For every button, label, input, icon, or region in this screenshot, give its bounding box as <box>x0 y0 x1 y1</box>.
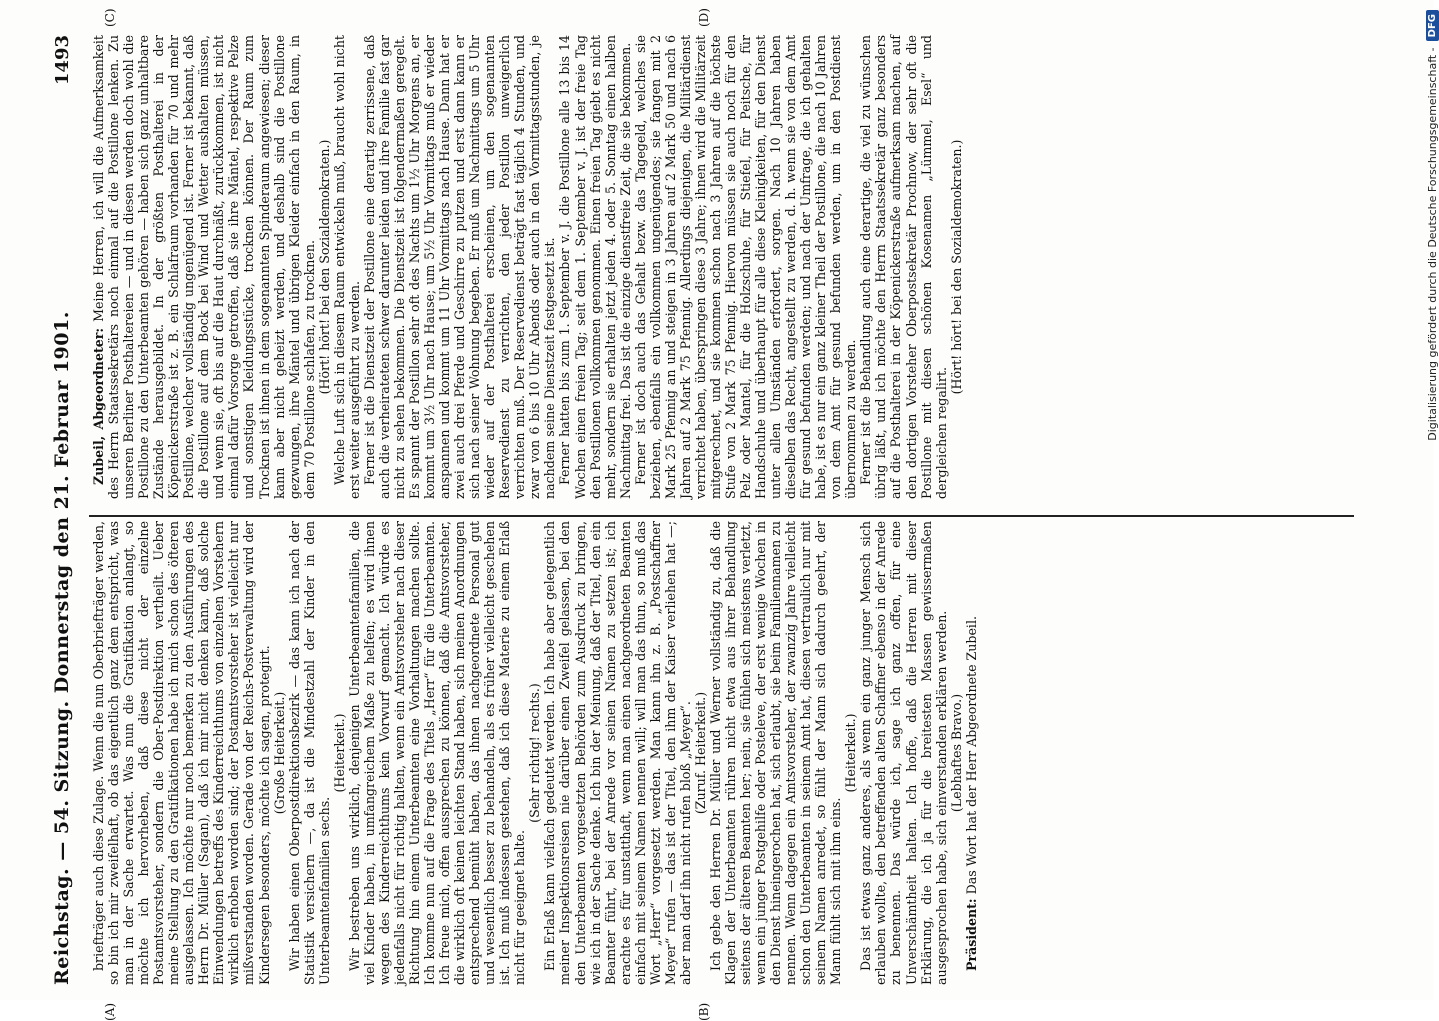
credit-text: Digitalisierung gefördert durch die Deutsche Forschungsgemeinschaft - <box>1426 47 1439 441</box>
dfg-logo: DFG <box>1426 10 1439 41</box>
paragraph: briefträger auch diese Zulage. Wenn die nun Oberbriefträger werden, so bin ich mir zweifelhaft, ob das eigentlich ganz dem entspricht, was man in der Sache erwartet. Was nun die Gratifikation anlangt, so möchte ich hervorheben, daß diese nicht der einzelne Postamtsvorsteher, sondern die Ober-Postdirektion vertheilt. Ueber meine Stellung zu den Gratifikationen habe ich mich schon des öfteren ausgelassen. Ich möchte nur noch bemerken zu den Ausführungen des Herrn Dr. Müller (Sagan), daß ich mir nicht denken kann, daß solche Einwendungen betreffs des Kinderreichthums von einzelnen Vorstehern wirklich erhoben worden sind; der Postamtsvorsteher ist vielleicht nur mißverstanden worden. Gerade von der Reichs-Postverwaltung wird der Kindersegen besonders, möchte ich sagen, protegirt. <box>91 521 272 985</box>
speaker-name: Zubeil, Abgeordneter: <box>91 327 106 485</box>
interjection: (Zuruf. Heiterkeit.) <box>692 691 708 815</box>
margin-marker-c: (C) <box>103 8 117 27</box>
column-divider <box>89 515 1354 517</box>
interjection: (Heiterkeit.) <box>331 713 347 793</box>
interjection: (Lebhaftes Bravo.) <box>948 693 964 813</box>
interjection: (Hört! hört! bei den Sozialdemokraten.) <box>948 139 964 395</box>
paragraph: Ein Erlaß kann vielfach gedeutet werden. Ich habe aber gelegentlich meiner Inspektionsreisen nie darüber einen Zweifel gelassen, bei den den Unterbeamten vorgesetzten Behörden zum Ausdruck zu bringen, wie ich in der Sache denke. Ich bin der Meinung, daß der Titel, den ein Beamter führt, bei der Anrede vor seinen Namen zu setzen ist; ich erachte es für unstatthaft, wenn man einen nachgeordneten Beamten einfach mit seinem Namen nennen will; will man das thun, so muß das Wort „Herr“ vorgesetzt werden. Man kann ihn z. B. „Postschaffner Meyer“ rufen — das ist der Titel, den ihm der Kaiser verliehen hat —; aber man darf ihn nicht rufen bloß „Meyer“. <box>542 521 693 985</box>
page-header <box>45 35 79 985</box>
paragraph: Ferner hatten bis zum 1. September v. J. die Postillone alle 13 bis 14 Wochen einen freien Tag; seit dem 1. September v. J. ist der freie Tag den Postillonen vollkommen genommen. Einen freien Tag giebt es nicht mehr, sondern sie erhalten jetzt jeden 4. oder 5. Sonntag einen halben Nachmittag frei. Das ist die einzige dienstfreie Zeit, die sie bekommen. <box>557 35 633 499</box>
speaker-name: Präsident: <box>963 898 979 971</box>
paragraph: Welche Luft sich in diesem Raum entwickeln muß, braucht wohl nicht erst weiter ausgeführt zu werden. <box>331 35 362 499</box>
interjection: (Sehr richtig! rechts.) <box>527 683 543 823</box>
paragraph: Ferner ist die Behandlung auch eine derartige, die viel zu wünschen übrig läßt, und ich möchte den Herrn Staatssekretär ganz besonders auf die Posthalterei in der Köpenickerstraße aufmerksam machen, auf den dortigen Vorsteher Oberpostsekretär Prochnow, der sehr oft die Postillone mit diesen schönen Kosenamen „Lümmel, Esel“ und dergleichen regalirt. <box>858 35 949 499</box>
interjection: (Große Heiterkeit.) <box>271 691 287 815</box>
paragraph: Wir bestreben uns wirklich, denjenigen Unterbeamtenfamilien, die viel Kinder haben, in umfangreichem Maße zu helfen; es wird ihnen wegen des Kinderreichthums kein Vorwurf gemacht. Ich würde es jedenfalls nicht für richtig halten, wenn ein Amtsvorsteher nach dieser Richtung hin einem Unterbeamten eine Vorhaltungen machen sollte. Ich komme nun auf die Frage des Titels „Herr“ für die Unterbeamten. Ich freue mich, offen aussprechen zu können, daß die Amtsvorsteher, die wirklich oft keinen leichten Stand haben, sich meinen Anordnungen entsprechend bemüht haben, das ihnen nachgeordnete Personal gut und wesentlich besser zu behandeln, als es früher vielleicht geschehen ist. Ich muß indessen gestehen, daß ich diese Materie zu einem Erlaß nicht für geeignet halte. <box>346 521 528 985</box>
paragraph: Ferner ist doch auch das Gehalt bezw. das Tagegeld, welches sie beziehen, ebenfalls ein vollkommen ungenügendes; sie fangen mit 2 Mark 25 Pfennig an und steigen in 3 Jahren auf 2 Mark 50 und nach 6 Jahren auf 2 Mark 75 Pfennig. Allerdings diejenigen, die Militärdienst verrichtet haben, überspringen diese 3 Jahre; ihnen wird die Militärzeit mitgerechnet, und sie kommen schon nach 3 Jahren auf die höchste Stufe von 2 Mark 75 Pfennig. Hiervon müssen sie auch noch für den Pelz oder Mantel, für die Holzschuhe, für Stiefel, für Peitsche, für Handschuhe und überhaupt für alle diese Kleinigkeiten, für den Dienst unter allen Umständen erfordert, sorgen. Nach 10 Jahren haben dieselben das Recht, angestellt zu werden, d. h. wenn sie von dem Amt für gesund befunden werden; und nach der Umfrage, die ich gehalten habe, ist es nur ein ganz kleiner Theil der Postillone, die nach 10 Jahren von dem Amt für gesund befunden werden, um in den Postdienst übernommen zu werden. <box>632 35 859 499</box>
paragraph: Wir haben einen Oberpostdirektionsbezirk — das kann ich nach der Statistik versichern —, da ist die Mindestzahl der Kinder in den Unterbeamtenfamilien sechs. <box>286 521 332 985</box>
interjection: (Hört! hört! bei den Sozialdemokraten.) <box>316 139 332 395</box>
paragraph: Ferner ist die Dienstzeit der Postillone eine derartig zerrissene, daß auch die verheirateten schwer darunter leiden und ihre Familie fast gar nicht zu sehen bekommen. Die Dienstzeit ist folgendermaßen geregelt. Es spannt der Postillon sehr oft des Nachts um 1½ Uhr Morgens an, er kommt um 3½ Uhr nach Hause; um 5½ Uhr Vormittags muß er wieder anspannen und kommt um 11 Uhr Vormittags nach Hause. Dann hat er zwei auch drei Pferde und Geschirre zu putzen und erst dann kann er sich nach seiner Wohnung begeben. Er muß um Nachmittags um 5 Uhr wieder auf der Posthalterei erscheinen, um den sogenannten Reservedienst zu verrichten, den jeder Postillon unweigerlich verrichten muß. Der Reservedienst beträgt fast täglich 4 Stunden, und zwar von 6 bis 10 Uhr Abends oder auch in den Vormittagsstunden, je nachdem seine Dienstzeit festgesetzt ist. <box>361 35 558 499</box>
interjection: (Heiterkeit.) <box>843 713 859 793</box>
right-column <box>91 35 1356 499</box>
header-title: Reichstag. — 54. Sitzung. Donnerstag den 21. Februar 1901. <box>51 311 73 985</box>
speaker-paragraph: Präsident: Das Wort hat der Herr Abgeordnete Zubeil. <box>963 616 979 971</box>
left-column <box>91 521 1356 985</box>
page-number: 1493 <box>51 35 73 86</box>
margin-marker-a: (A) <box>103 1002 117 1021</box>
margin-marker-b: (B) <box>697 1002 711 1021</box>
paragraph: Ich gebe den Herren Dr. Müller und Werner vollständig zu, daß die Klagen der Unterbeamten rühren nicht etwa aus ihrer Behandlung seitens der älteren Beamten her; nein, sie fühlen sich meistens verletzt, wenn ein junger Postgehilfe oder Posteleve, der erst wenige Wochen in den Dienst hineingerochen hat, sich erlaubt, sie beim Familiennamen zu nennen. Wenn dagegen ein Amtsvorsteher, der zwanzig Jahre vielleicht schon den Unterbeamten in seinem Amt hat, diesen vertraulich nur mit seinem Namen anredet, so fühlt der Mann sich dadurch geehrt, der Mann fühlt sich mit ihm eins. <box>707 521 844 985</box>
text-columns <box>91 35 1356 985</box>
speaker-paragraph: Zubeil, Abgeordneter: Meine Herren, ich will die Aufmerksamkeit des Herrn Staatssekretärs noch einmal auf die Postillone lenken. Zu unseren Berliner Posthaltereien — und in diesen werden doch wohl die Postillone zu den Unterbeamten gehören — haben sich ganz unhaltbare Zustände herausgebildet. In der größten Posthalterei in der Köpenickerstraße ist z. B. ein Schlafraum vorhanden für 70 und mehr Postillone, welcher vollständig ungenügend ist. Ferner ist bekannt, daß die Postillone auf dem Bock bei Wind und Wetter aushalten müssen, und wenn sie, oft bis auf die Haut durchnäßt, zurückkommen, ist nicht einmal dafür Vorsorge getroffen, daß sie ihre Mäntel, respektive Pelze und sonstigen Kleidungsstücke, trocknen können. Der Raum zum Trocknen ist ihnen in dem sogenannten Spinderaum angewiesen; dieser kann aber nicht geheizt werden, und deshalb sind die Postillone gezwungen, ihre Mäntel und übrigen Kleider einfach in den Raum, in dem 70 Postillone schlafen, zu trocknen. <box>91 35 317 499</box>
paragraph: Das ist etwas ganz anderes, als wenn ein ganz junger Mensch sich erlauben wollte, den betreffenden alten Schaffner ebenso in der Anrede zu benennen. Das würde ich, sage ich ganz offen, für eine Unverschämtheit halten. Ich hoffe, daß die Herren mit dieser Erklärung, die ich ja für die breitesten Massen gewissermaßen ausgesprochen habe, sich einverstanden erklären werden. <box>858 521 949 985</box>
margin-marker-d: (D) <box>697 8 711 27</box>
digitization-credit <box>1404 10 1439 990</box>
rotated-sheet <box>45 8 1365 1021</box>
